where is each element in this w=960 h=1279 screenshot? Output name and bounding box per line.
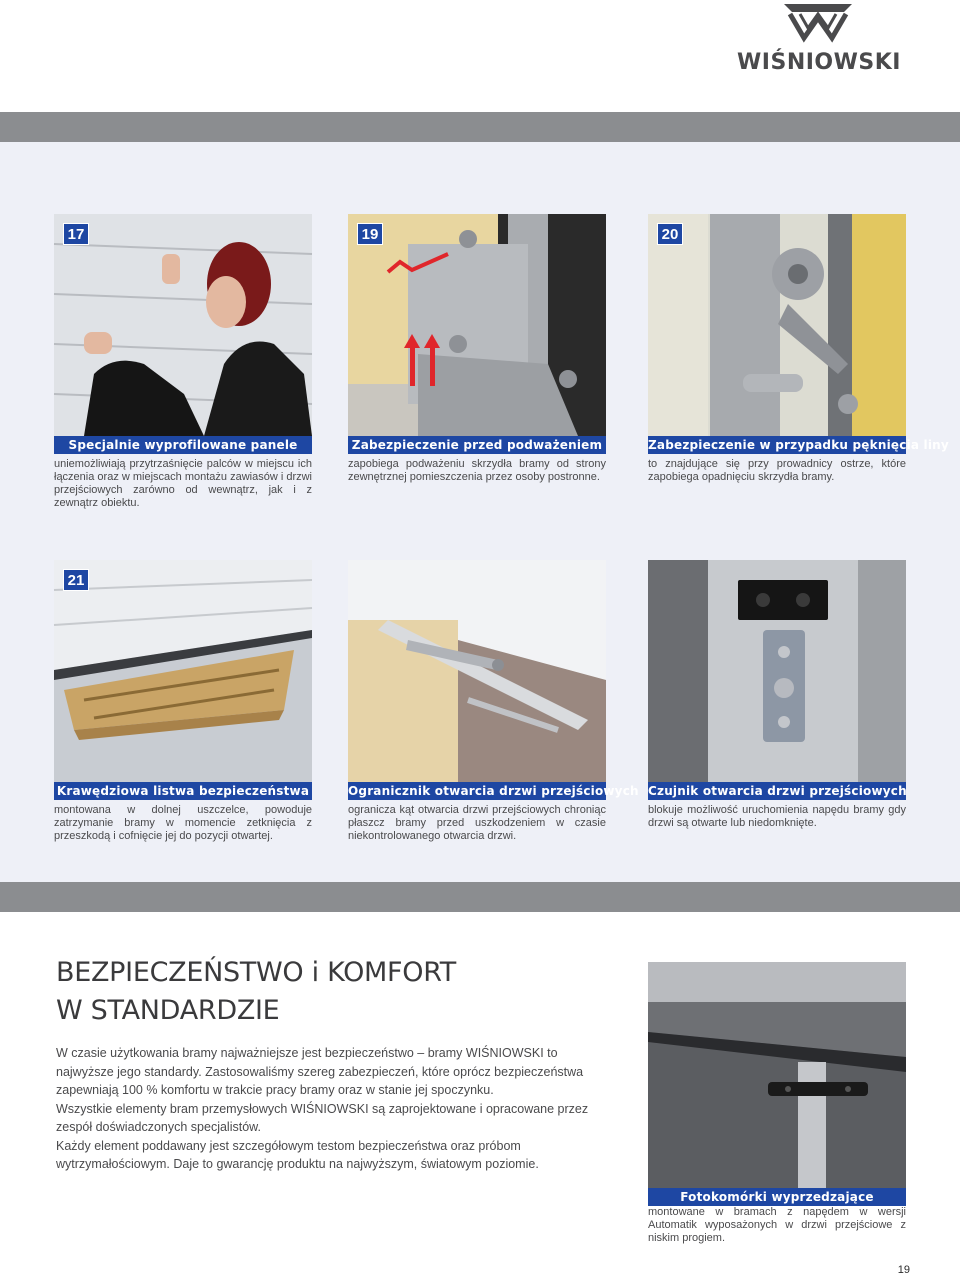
feature-description: ogranicza kąt otwarcia drzwi przejściowych chroniąc płaszcz bramy przed uszkodzeniem w czasie niekontrolowanego otwarcia drzwi. — [348, 804, 606, 842]
feature-description: blokuje możliwość uruchomienia napędu bramy gdy drzwi są otwarte lub niedomknięte. — [648, 804, 906, 829]
photo-door-sensor — [648, 560, 906, 782]
top-band — [0, 112, 960, 142]
page-number: 19 — [897, 1264, 910, 1276]
section-body — [56, 1044, 616, 1174]
photo-panels — [54, 214, 312, 436]
feature-number: 19 — [357, 223, 383, 245]
feature-title: Zabezpieczenie przed podważeniem — [348, 436, 606, 454]
feature-description: montowana w dolnej uszczelce, powoduje zatrzymanie bramy w momencie zetknięcia z przeszkodą i cofnięcie jej do pozycji otwartej. — [54, 804, 312, 842]
feature-number: 17 — [63, 223, 89, 245]
section-paragraph: W czasie użytkowania bramy najważniejsze jest bezpieczeństwo – bramy WIŚNIOWSKI to najwyższe jego standardy. Zastosowaliśmy szereg zabezpieczeń, które oprócz bezpieczeństwa zapewniają 100 % komfortu w trakcie pracy bramy oraz w stanie jej spoczynku. — [56, 1046, 584, 1097]
section-paragraph: Każdy element poddawany jest szczegółowym testom bezpieczeństwa oraz próbom wytrzymałościowym. Daje to gwarancję produktu na najwyższym, światowym poziomie. — [56, 1138, 539, 1171]
feature-description: zapobiega podważeniu skrzydła bramy od strony zewnętrznej pomieszczenia przez osoby postronne. — [348, 458, 606, 483]
feature-number: 21 — [63, 569, 89, 591]
feature-description: to znajdujące się przy prowadnicy ostrze, które zapobiega opadnięciu skrzydła bramy. — [648, 458, 906, 483]
feature-title: Ogranicznik otwarcia drzwi przejściowych — [348, 784, 639, 798]
section-heading — [56, 954, 616, 1030]
photo-cable-break — [648, 214, 906, 436]
feature-title: Zabezpieczenie w przypadku pęknięcia liny — [648, 438, 949, 452]
logo-mark-icon — [782, 2, 854, 40]
photo-photocell — [648, 962, 906, 1188]
section-paragraph: Wszystkie elementy bram przemysłowych WIŚNIOWSKI są zaprojektowane i opracowane przez zespół doświadczonych specjalistów. — [56, 1101, 589, 1134]
section-heading-line2: W STANDARDZIE — [56, 995, 280, 1026]
feature-description: montowane w bramach z napędem w wersji Automatik wyposażonych w drzwi przejściowe z niskim progiem. — [648, 1206, 906, 1244]
photo-anti-lift — [348, 214, 606, 436]
section-heading-line1: BEZPIECZEŃSTWO i KOMFORT — [56, 957, 456, 988]
brand-logo — [728, 0, 910, 82]
feature-number: 20 — [657, 223, 683, 245]
brand-name: WIŚNIOWSKI — [737, 50, 901, 75]
middle-band — [0, 882, 960, 912]
feature-title: Krawędziowa listwa bezpieczeństwa — [54, 782, 312, 800]
photo-door-limiter — [348, 560, 606, 782]
feature-description: uniemożliwiają przytrzaśnięcie palców w miejscu ich łączenia oraz w miejscach montażu zawiasów i drzwi przejściowych zarówno od wewnątrz, jak i z zewnątrz obiektu. — [54, 458, 312, 509]
feature-title: Specjalnie wyprofilowane panele — [54, 436, 312, 454]
feature-title: Fotokomórki wyprzedzające — [648, 1188, 906, 1206]
photo-safety-edge — [54, 560, 312, 782]
feature-title: Czujnik otwarcia drzwi przejściowych — [648, 784, 907, 798]
